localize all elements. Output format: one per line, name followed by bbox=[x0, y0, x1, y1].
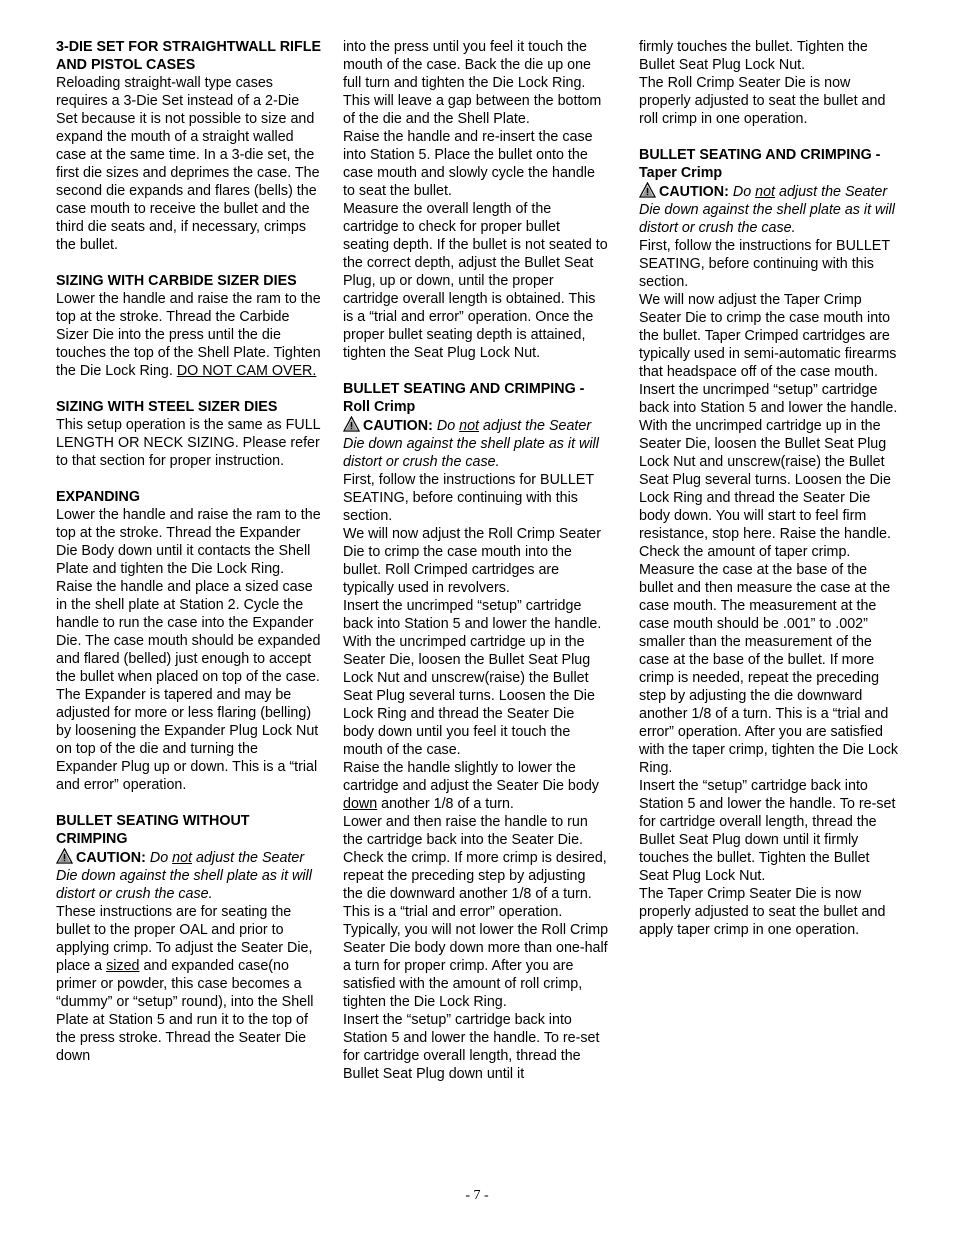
paragraph: Raise the handle slightly to lower the cartridge and adjust the Seater Die body down another 1/8 of a turn. bbox=[343, 760, 599, 812]
heading-bullet-seating: BULLET SEATING WITHOUT CRIMPING bbox=[56, 813, 250, 847]
column-1 bbox=[56, 38, 322, 1065]
heading-carbide-sizer: SIZING WITH CARBIDE SIZER DIES bbox=[56, 273, 297, 289]
paragraph-carbide-sizer: Lower the handle and raise the ram to the top at the stroke. Thread the Carbide Sizer Die into the press until the die touches the top of the Shell Plate. Tighten the Die Lock Ring. DO NOT CAM OVER. bbox=[56, 291, 321, 379]
paragraph: The Roll Crimp Seater Die is now properly adjusted to seat the bullet and roll crimp in one operation. bbox=[639, 75, 886, 127]
paragraph: Insert the uncrimped “setup” cartridge back into Station 5 and lower the handle. With the uncrimped cartridge up in the Seater Die, loosen the Bullet Seat Plug Lock Nut and unscrew(raise) the Bullet Seat Plug several turns. Loosen the Die Lock Ring and thread the Seater Die body down until you feel it touch the mouth of the case. bbox=[343, 598, 602, 758]
paragraph: Measure the overall length of the cartridge to check for proper bullet seating depth. If the bullet is not seated to the correct depth, adjust the Bullet Seat Plug, up or down, until the proper cartridge overall length is obtained. This is a “trial and error” operation. Once the proper bullet seating depth is attained, tighten the Seat Plug Lock Nut. bbox=[343, 201, 608, 361]
paragraph-expanding: Lower the handle and raise the ram to the top at the stroke. Thread the Expander Die Body down until it contacts the Shell Plate and tighten the Die Lock Ring. Raise the handle and place a sized case in the shell plate at Station 2. Cycle the handle to run the case into the Expander Die. The case mouth should be expanded and flared (belled) just enough to accept the bullet when placed on top of the case. The Expander is tapered and may be adjusted for more or less flaring (belling) by loosening the Expander Plug Lock Nut on top of the die and turning the Expander Plug up or down. This is a “trial and error” operation. bbox=[56, 507, 321, 793]
paragraph: Check the amount of taper crimp. Measure the case at the base of the bullet and then measure the case at the case mouth. The measurement at the case mouth should be .001” to .002” smaller than the measurement of the case at the base of the bullet. If more crimp is needed, repeat the preceding step by adjusting the die downward another 1/8 of a turn. This is a “trial and error” operation. After you are satisfied with the taper crimp, tighten the Die Lock Ring. bbox=[639, 544, 899, 776]
paragraph: Raise the handle and re-insert the case into Station 5. Place the bullet onto the case mouth and slowly cycle the handle to seat the bullet. bbox=[343, 129, 595, 199]
warning-triangle-icon bbox=[639, 182, 656, 198]
heading-expanding: EXPANDING bbox=[56, 489, 140, 505]
warning-triangle-icon bbox=[56, 848, 73, 864]
page-number: - 7 - bbox=[465, 1188, 489, 1203]
paragraph: firmly touches the bullet. Tighten the Bullet Seat Plug Lock Nut. bbox=[639, 39, 868, 73]
paragraph-3-die-set: Reloading straight-wall type cases requires a 3-Die Set instead of a 2-Die Set because it is not possible to size and expand the mouth of a straight walled case at the same time. In a 3-die set, the first die sizes and deprimes the case. The second die expands and flares (bells) the case mouth to receive the bullet and the third die seats and, if necessary, crimps the bullet. bbox=[56, 75, 320, 253]
paragraph: First, follow the instructions for BULLET SEATING, before continuing with this section. bbox=[343, 472, 594, 524]
caution-note: CAUTION: Do not adjust the Seater Die down against the shell plate as it will distort or crush the case. bbox=[639, 184, 895, 236]
paragraph: Insert the “setup” cartridge back into Station 5 and lower the handle. To re-set for cartridge overall length, thread the Bullet Seat Plug down until it firmly touches the bullet. Tighten the Bullet Seat Plug Lock Nut. bbox=[639, 778, 896, 884]
paragraph-steel-sizer: This setup operation is the same as FULL LENGTH OR NECK SIZING. Please refer to that section for proper instruction. bbox=[56, 417, 321, 469]
paragraph: into the press until you feel it touch the mouth of the case. Back the die up one full turn and tighten the Die Lock Ring. This will leave a gap between the bottom of the die and the Shell Plate. bbox=[343, 39, 602, 127]
heading-taper-crimp: BULLET SEATING AND CRIMPING - Taper Crimp bbox=[639, 147, 881, 181]
paragraph: We will now adjust the Roll Crimp Seater Die to crimp the case mouth into the bullet. Roll Crimped cartridges are typically used in revolvers. bbox=[343, 526, 601, 596]
do-not-cam-over-warning: DO NOT CAM OVER. bbox=[176, 363, 317, 379]
paragraph-bullet-seating: These instructions are for seating the bullet to the proper OAL and prior to applying crimp. To adjust the Seater Die, place a sized and expanded case(no primer or powder, this case becomes a “dummy” or “setup” round), into the Shell Plate at Station 5 and run it to the top of the press stroke. Thread the Seater Die down bbox=[56, 904, 314, 1064]
paragraph: First, follow the instructions for BULLET SEATING, before continuing with this section. bbox=[639, 238, 890, 290]
paragraph: Insert the uncrimped “setup” cartridge back into Station 5 and lower the handle. With the uncrimped cartridge up in the Seater Die, loosen the Bullet Seat Plug Lock Nut and unscrew(raise) the Bullet Seat Plug several turns. Loosen the Die Lock Ring and thread the Seater Die body down. You will start to feel firm resistance, stop here. Raise the handle. bbox=[639, 382, 898, 542]
caution-note: CAUTION: Do not adjust the Seater Die down against the shell plate as it will distort or crush the case. bbox=[343, 418, 599, 470]
heading-roll-crimp: BULLET SEATING AND CRIMPING - Roll Crimp bbox=[343, 381, 585, 415]
heading-3-die-set: 3-DIE SET FOR STRAIGHTWALL RIFLE AND PISTOL CASES bbox=[56, 39, 322, 73]
paragraph: Insert the “setup” cartridge back into Station 5 and lower the handle. To re-set for cartridge overall length, thread the Bullet Seat Plug down until it bbox=[343, 1012, 600, 1082]
warning-triangle-icon bbox=[343, 416, 360, 432]
paragraph: The Taper Crimp Seater Die is now properly adjusted to seat the bullet and apply taper crimp in one operation. bbox=[639, 886, 886, 938]
column-3 bbox=[639, 38, 901, 939]
paragraph: Lower and then raise the handle to run the cartridge back into the Seater Die. Check the crimp. If more crimp is desired, repeat the preceding step by adjusting the die downward another 1/8 of a turn. This is a “trial and error” operation. Typically, you will not lower the Roll Crimp Seater Die body down more than one-half a turn for proper crimp. After you are satisfied with the amount of roll crimp, tighten the Die Lock Ring. bbox=[343, 814, 609, 1010]
heading-steel-sizer: SIZING WITH STEEL SIZER DIES bbox=[56, 399, 278, 415]
caution-note: CAUTION: Do not adjust the Seater Die down against the shell plate as it will distort or crush the case. bbox=[56, 850, 312, 902]
paragraph: We will now adjust the Taper Crimp Seater Die to crimp the case mouth into the bullet. Taper Crimped cartridges are typically used in semi-automatic firearms that headspace off of the case mouth. bbox=[639, 292, 897, 380]
column-2 bbox=[343, 38, 609, 1083]
